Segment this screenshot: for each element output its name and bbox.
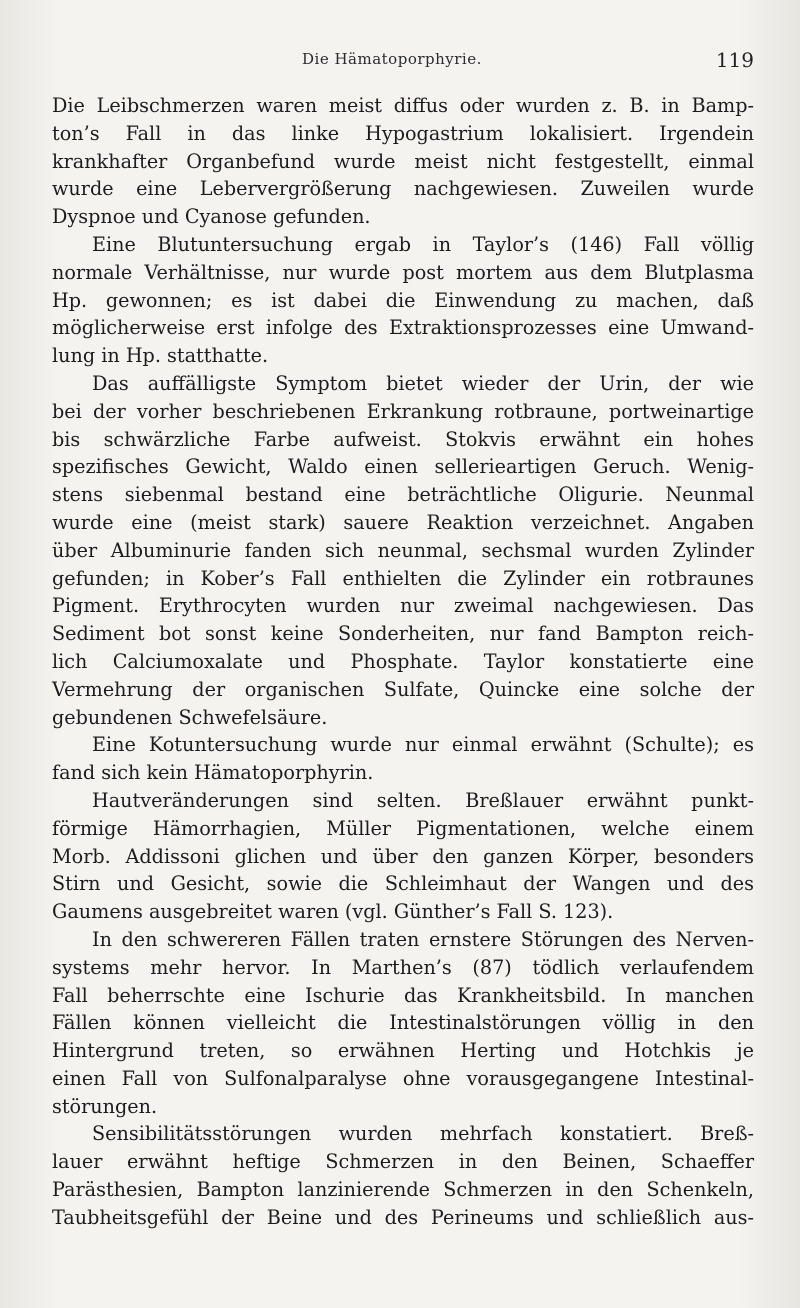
text-line: über Albuminurie fanden sich neunmal, sechsmal wurden Zylinder — [52, 538, 754, 562]
text-line: Vermehrung der organischen Sulfate, Quincke eine solche der — [52, 677, 754, 701]
text-line: förmige Hämorrhagien, Müller Pigmentationen, welche einem — [52, 816, 754, 840]
text-line: einen Fall von Sulfonalparalyse ohne vorausgegangene Intestinal- — [52, 1066, 754, 1090]
text-line: Dyspnoe und Cyanose gefunden. — [52, 205, 371, 229]
text-line: bei der vorher beschriebenen Erkrankung rotbraune, portweinartige — [52, 399, 754, 423]
body-text — [52, 92, 754, 1232]
text-line: normale Verhältnisse, nur wurde post mortem aus dem Blutplasma — [52, 260, 754, 284]
text-line: Hautveränderungen sind selten. Breßlauer erwähnt punkt- — [92, 788, 754, 812]
text-line: In den schwereren Fällen traten ernstere Störungen des Nerven- — [92, 927, 754, 951]
text-line: Pigment. Erythrocyten wurden nur zweimal nachgewiesen. Das — [52, 594, 754, 618]
text-line: Taubheitsgefühl der Beine und des Perineums und schließlich aus- — [52, 1205, 754, 1229]
text-line: Gaumens ausgebreitet waren (vgl. Günther’s Fall S. 123). — [52, 900, 614, 924]
text-line: ton’s Fall in das linke Hypogastrium lokalisiert. Irgendein — [52, 121, 754, 145]
text-line: Die Leibschmerzen waren meist diffus oder wurden z. B. in Bamp- — [52, 94, 754, 117]
text-line: Fall beherrschte eine Ischurie das Krankheitsbild. In manchen — [52, 983, 754, 1007]
text-line: fand sich kein Hämatoporphyrin. — [52, 761, 374, 785]
text-line: Hintergrund treten, so erwähnen Herting und Hotchkis je — [52, 1039, 754, 1063]
text-line: Morb. Addissoni glichen und über den ganzen Körper, besonders — [52, 844, 754, 868]
text-line: lich Calciumoxalate und Phosphate. Taylor konstatierte eine — [52, 649, 754, 673]
text-line: möglicherweise erst infolge des Extraktionsprozesses eine Umwand- — [52, 316, 754, 340]
text-line: gebundenen Schwefelsäure. — [52, 705, 328, 729]
text-line: Parästhesien, Bampton lanzinierende Schmerzen in den Schenkeln, — [52, 1178, 754, 1202]
text-line: Sediment bot sonst keine Sonderheiten, nur fand Bampton reich- — [52, 622, 754, 646]
text-line: Eine Kotuntersuchung wurde nur einmal erwähnt (Schulte); es — [92, 733, 754, 757]
text-line: lung in Hp. statthatte. — [52, 344, 269, 368]
text-line: Hp. gewonnen; es ist dabei die Einwendung zu machen, daß — [52, 288, 754, 312]
text-line: Eine Blutuntersuchung ergab in Taylor’s (146) Fall völlig — [92, 232, 754, 256]
text-line: wurde eine Lebervergrößerung nachgewiesen. Zuweilen wurde — [52, 177, 754, 201]
text-line: störungen. — [52, 1094, 158, 1118]
text-line: spezifisches Gewicht, Waldo einen sellerieartigen Geruch. Wenig- — [52, 455, 754, 479]
text-line: lauer erwähnt heftige Schmerzen in den Beinen, Schaeffer — [52, 1150, 754, 1174]
text-line: systems mehr hervor. In Marthen’s (87) tödlich verlaufendem — [52, 955, 754, 979]
text-line: bis schwärzliche Farbe aufweist. Stokvis erwähnt ein hohes — [52, 427, 754, 451]
text-line: Stirn und Gesicht, sowie die Schleimhaut der Wangen und des — [52, 872, 754, 896]
text-line: wurde eine (meist stark) sauere Reaktion verzeichnet. Angaben — [52, 510, 754, 534]
text-line: Sensibilitätsstörungen wurden mehrfach konstatiert. Breß- — [92, 1122, 754, 1146]
text-line: gefunden; in Kober’s Fall enthielten die Zylinder ein rotbraunes — [52, 566, 754, 590]
text-line: krankhafter Organbefund wurde meist nicht festgestellt, einmal — [52, 149, 754, 173]
text-line: Das auffälligste Symptom bietet wieder der Urin, der wie — [92, 371, 754, 395]
page-number: 119 — [715, 48, 754, 72]
text-line: stens siebenmal bestand eine beträchtliche Oligurie. Neunmal — [52, 483, 754, 507]
page-header — [52, 48, 754, 78]
text-line: Fällen können vielleicht die Intestinalstörungen völlig in den — [52, 1011, 754, 1035]
running-title: Die Hämatoporphyrie. — [302, 50, 482, 68]
